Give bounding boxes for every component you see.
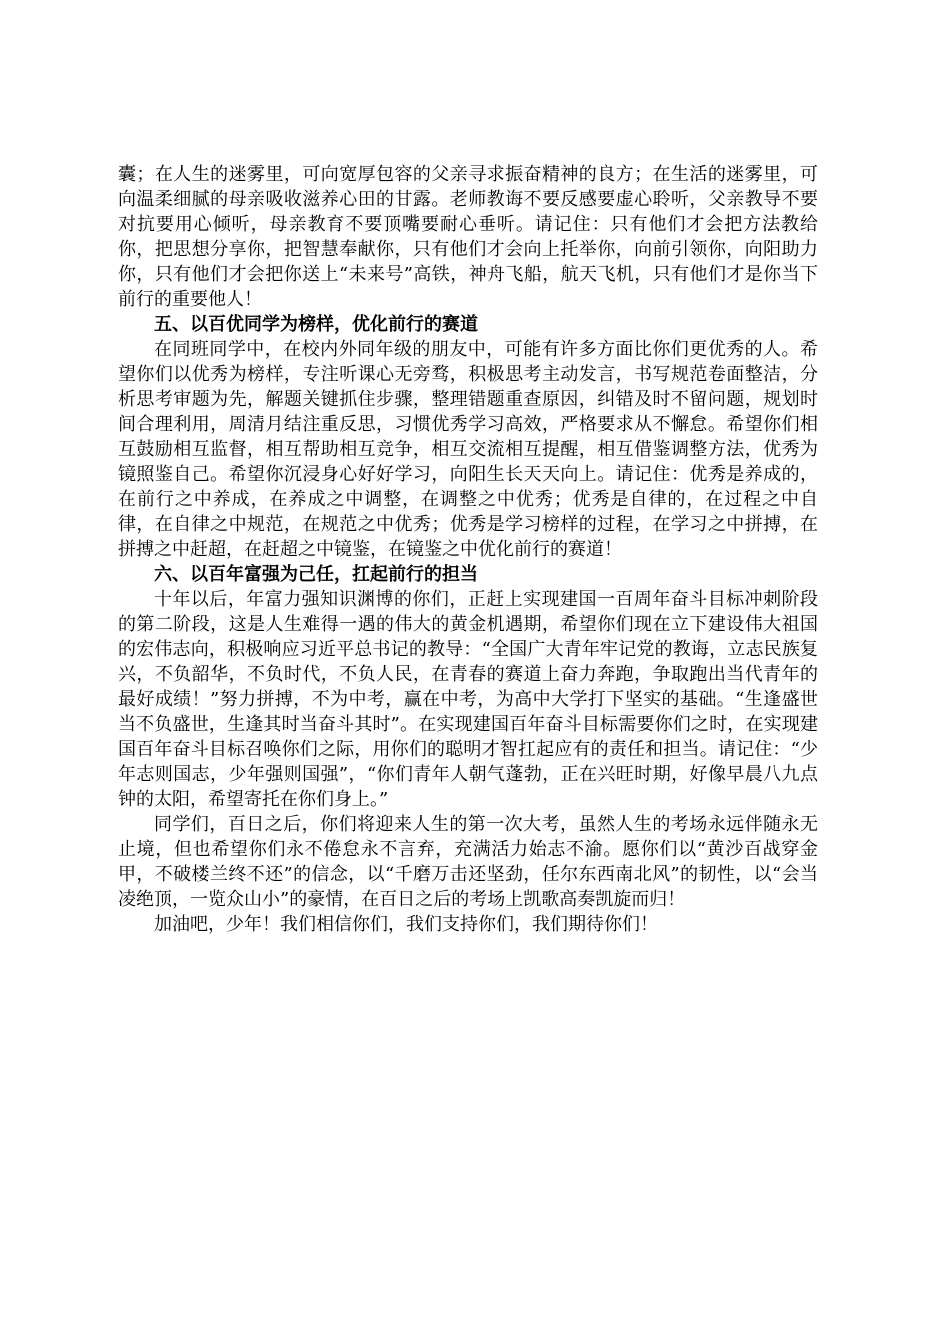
paragraph-continued: 囊；在人生的迷雾里，可向宽厚包容的父亲寻求振奋精神的良方；在生活的迷雾里，可向温柔细腻的母亲吸收滋养心田的甘露。老师教诲不要反感要虚心聆听，父亲教导不要对抗要用心倾听，母亲教育不要顶嘴要耐心垂听。请记住：只有他们才会把方法教给你，把思想分享你，把智慧奉献你，只有他们才会向上托举你，向前引领你，向阳助力你，只有他们才会把你送上“未来号”高铁，神舟飞船，航天飞机，只有他们才是你当下前行的重要他人！: [118, 164, 818, 310]
section-heading-6: 六、以百年富强为己任，扛起前行的担当: [154, 564, 478, 585]
section-heading-5: 五、以百优同学为榜样，优化前行的赛道: [154, 314, 478, 335]
paragraph-final: 加油吧，少年！我们相信你们，我们支持你们，我们期待你们！: [154, 914, 658, 935]
document-page: [118, 162, 818, 937]
paragraph-closing: 同学们，百日之后，你们将迎来人生的第一次大考，虽然人生的考场永远伴随永无止境，但也希望你们永不倦怠永不言弃，充满活力始志不渝。愿你们以“黄沙百战穿金甲，不破楼兰终不还”的信念，以“千磨万击还坚劲，任尔东西南北风”的韧性，以“会当凌绝顶，一览众山小”的豪情，在百日之后的考场上凯歌高奏凯旋而归！: [118, 814, 818, 910]
paragraph-section-6: 十年以后，年富力强知识渊博的你们，正赶上实现建国一百周年奋斗目标冲刺阶段的第二阶段，这是人生难得一遇的伟大的黄金机遇期，希望你们现在立下建设伟大祖国的宏伟志向，积极响应习近平总书记的教导：“全国广大青年牢记党的教诲，立志民族复兴，不负韶华，不负时代，不负人民，在青春的赛道上奋力奔跑，争取跑出当代青年的最好成绩！”努力拼搏，不为中考，赢在中考，为高中大学打下坚实的基础。“生逢盛世当不负盛世，生逢其时当奋斗其时”。在实现建国百年奋斗目标需要你们之时，在实现建国百年奋斗目标召唤你们之际，用你们的聪明才智扛起应有的责任和担当。请记住：“少年志则国志，少年强则国强”，“你们青年人朝气蓬勃，正在兴旺时期，好像早晨八九点钟的太阳，希望寄托在你们身上。”: [118, 589, 818, 810]
paragraph-section-5: 在同班同学中，在校内外同年级的朋友中，可能有许多方面比你们更优秀的人。希望你们以优秀为榜样，专注听课心无旁骛，积极思考主动发言，书写规范卷面整洁，分析思考审题为先，解题关键抓住步骤，整理错题重查原因，纠错及时不留问题，规划时间合理利用，周清月结注重反思，习惯优秀学习高效，严格要求从不懈怠。希望你们相互鼓励相互监督，相互帮助相互竞争，相互交流相互提醒，相互借鉴调整方法，优秀为镜照鉴自己。希望你沉浸身心好好学习，向阳生长天天向上。请记住：优秀是养成的，在前行之中养成，在养成之中调整，在调整之中优秀；优秀是自律的，在过程之中自律，在自律之中规范，在规范之中优秀；优秀是学习榜样的过程，在学习之中拼搏，在拼搏之中赶超，在赶超之中镜鉴，在镜鉴之中优化前行的赛道！: [118, 339, 818, 560]
